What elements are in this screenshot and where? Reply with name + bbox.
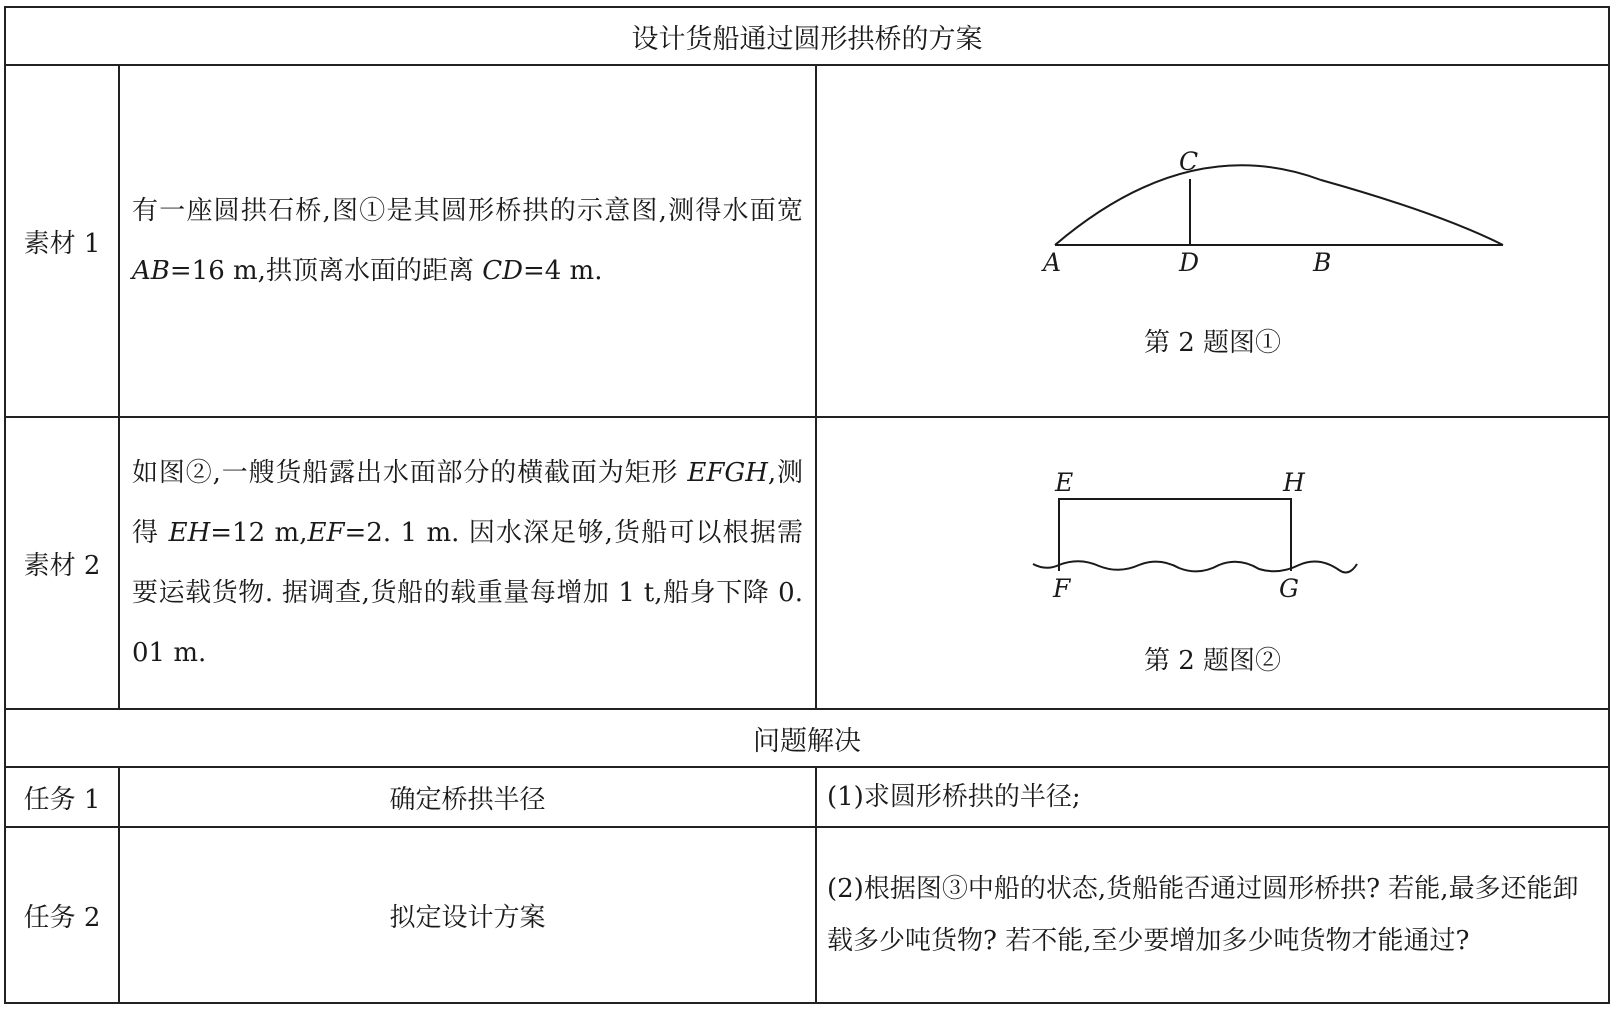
material2-label: 素材 2 bbox=[5, 417, 119, 709]
task2-name: 拟定设计方案 bbox=[119, 827, 816, 1003]
task2-question: (2)根据图③中船的状态,货船能否通过圆形桥拱? 若能,最多还能卸载多少吨货物? 若不能,至少要增加多少吨货物才能通过? bbox=[816, 827, 1609, 1003]
material1-label: 素材 1 bbox=[5, 65, 119, 417]
figure1-caption: 第 2 题图① bbox=[1143, 328, 1282, 358]
task1-label: 任务 1 bbox=[5, 767, 119, 827]
var-ef: EF bbox=[307, 518, 345, 548]
problem-table-container bbox=[4, 6, 1612, 1026]
material2-text-c: =12 m, bbox=[210, 518, 308, 548]
material1-text-b: =16 m,拱顶离水面的距离 bbox=[169, 256, 483, 286]
point-g-label: G bbox=[1279, 574, 1299, 603]
material1-text bbox=[119, 65, 816, 417]
task1-name: 确定桥拱半径 bbox=[119, 767, 816, 827]
point-e-label: E bbox=[1055, 468, 1074, 497]
ship-rectangle bbox=[1059, 499, 1291, 571]
material2-row bbox=[5, 417, 1609, 709]
var-cd: CD bbox=[482, 256, 523, 286]
material2-text-b: ,测得 bbox=[132, 458, 803, 548]
figure2-cell bbox=[816, 417, 1609, 709]
var-ab: AB bbox=[132, 256, 170, 286]
task1-question: (1)求圆形桥拱的半径; bbox=[816, 767, 1609, 827]
figure1-cell bbox=[816, 65, 1609, 417]
figure2-caption: 第 2 题图② bbox=[1143, 646, 1282, 676]
var-efgh: EFGH bbox=[687, 458, 768, 488]
material2-text-d: =2. 1 m. 因水深足够,货船可以根据需要运载货物. 据调查,货船的载重量每增加 1 t,船身下降 0. 01 m. bbox=[132, 518, 803, 668]
point-d-label: D bbox=[1179, 248, 1200, 277]
bridge-arch-figure bbox=[817, 67, 1606, 415]
point-f-label: F bbox=[1053, 574, 1071, 603]
section-title: 问题解决 bbox=[5, 709, 1609, 767]
var-eh: EH bbox=[168, 518, 211, 548]
point-a-label: A bbox=[1043, 248, 1062, 277]
material1-text-c: =4 m. bbox=[522, 256, 603, 286]
title-row bbox=[5, 7, 1609, 65]
task2-row bbox=[5, 827, 1609, 1003]
point-b-label: B bbox=[1313, 248, 1332, 277]
material2-text bbox=[119, 417, 816, 709]
task2-label: 任务 2 bbox=[5, 827, 119, 1003]
point-h-label: H bbox=[1283, 468, 1305, 497]
problem-table bbox=[4, 6, 1610, 1004]
material1-row bbox=[5, 65, 1609, 417]
task1-row bbox=[5, 767, 1609, 827]
section-row bbox=[5, 709, 1609, 767]
water-wave bbox=[1033, 561, 1357, 572]
material1-text-a: 有一座圆拱石桥,图①是其圆形桥拱的示意图,测得水面宽 bbox=[132, 196, 803, 226]
point-c-label: C bbox=[1179, 147, 1199, 176]
table-title: 设计货船通过圆形拱桥的方案 bbox=[5, 7, 1609, 65]
arch-curve bbox=[1055, 165, 1503, 245]
material2-text-a: 如图②,一艘货船露出水面部分的横截面为矩形 bbox=[132, 458, 688, 488]
